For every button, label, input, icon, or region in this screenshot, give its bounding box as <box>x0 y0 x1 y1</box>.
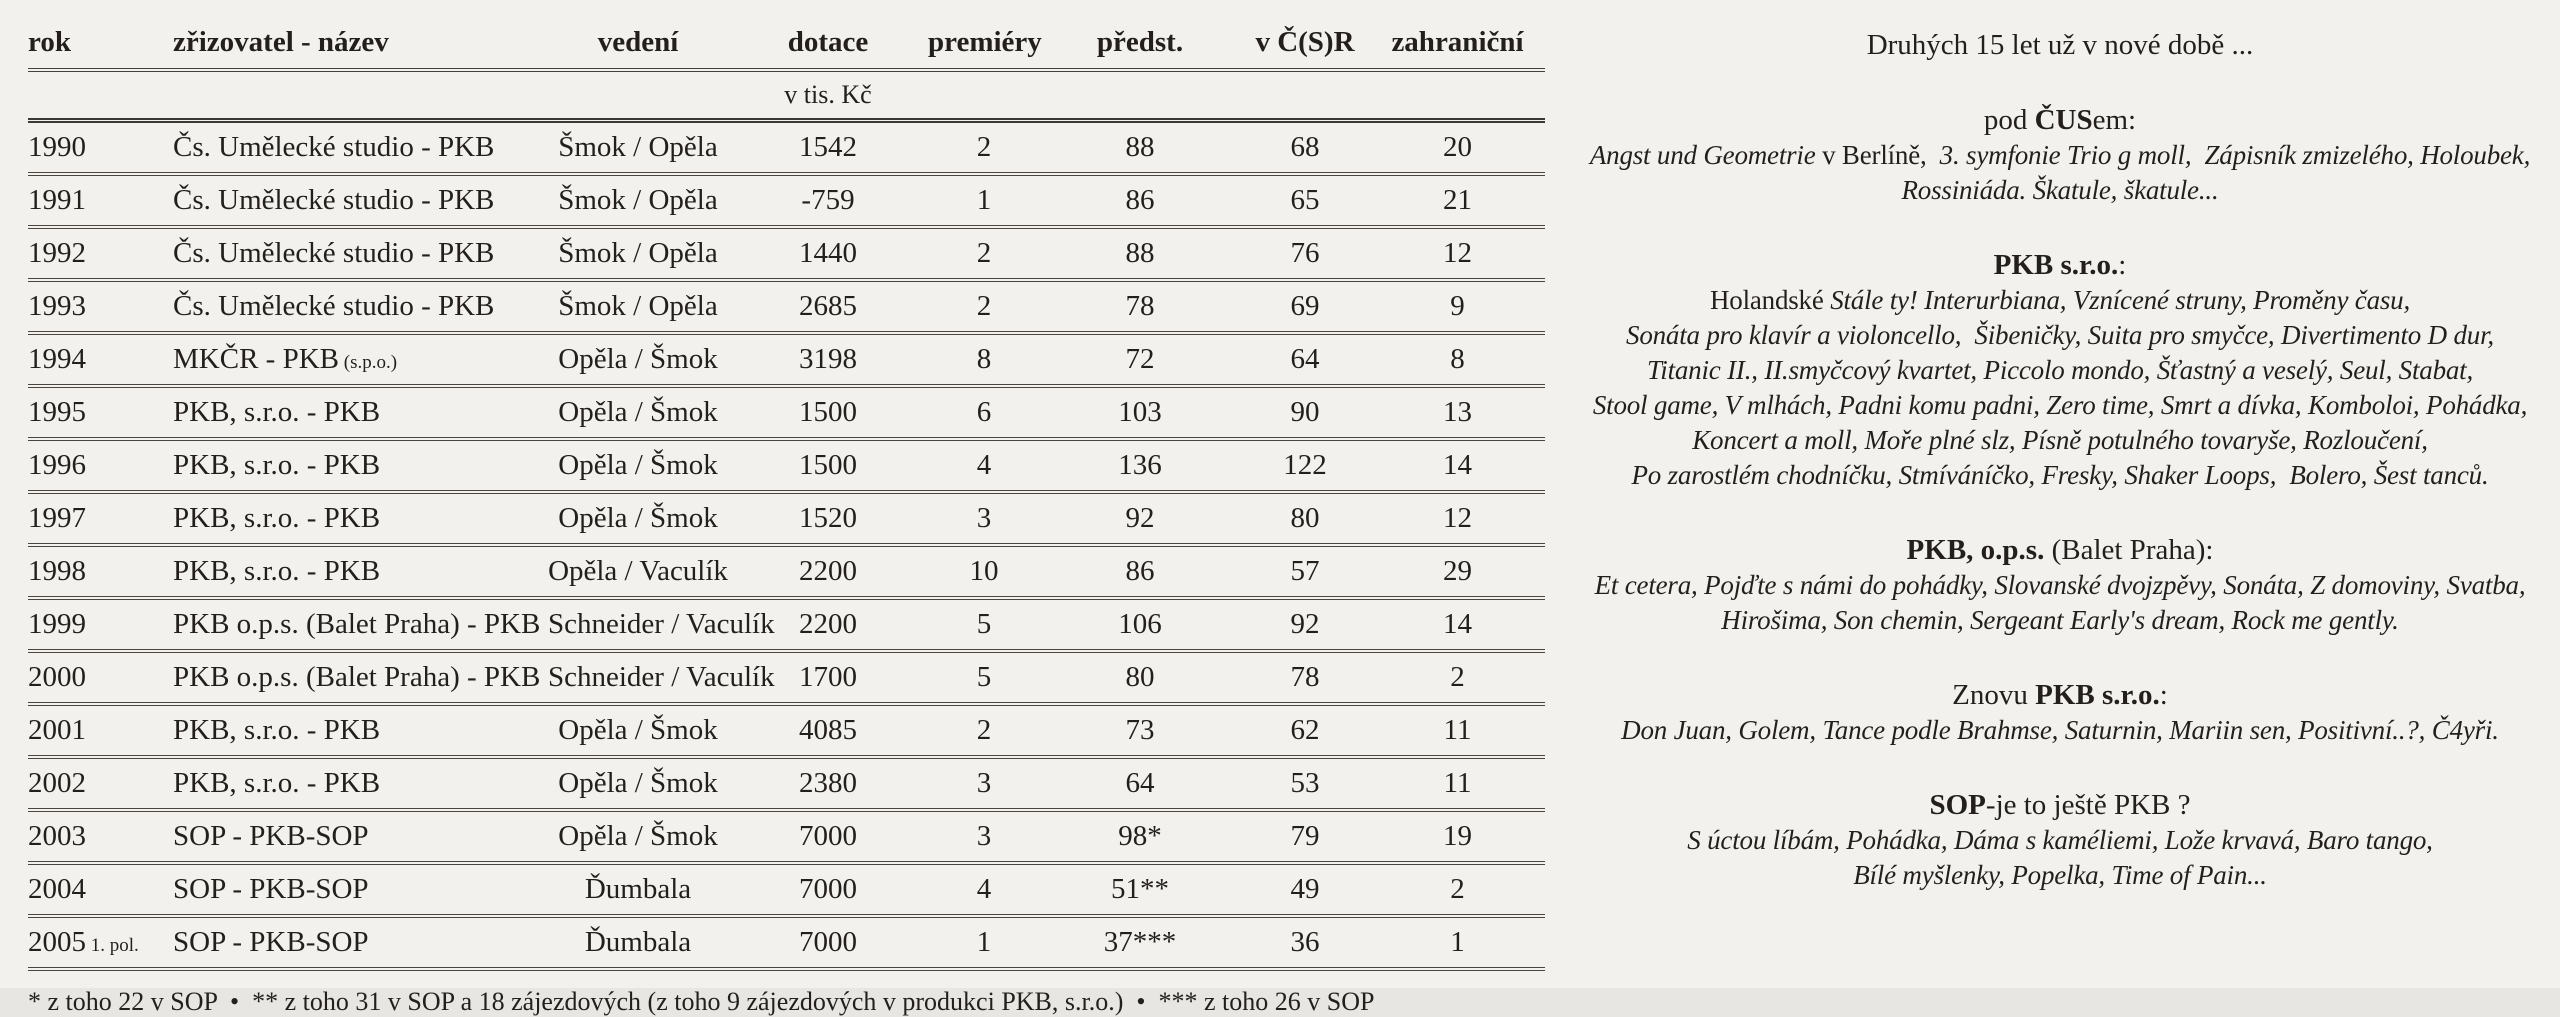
cell-rok <box>28 280 173 333</box>
cell-premiery: 3 <box>928 492 1040 545</box>
repertoire-line <box>1574 568 2546 603</box>
cell-zahranicni: 9 <box>1370 280 1545 333</box>
cell-rok <box>28 545 173 598</box>
cell-vedeni: Šmok / Opěla <box>548 227 728 280</box>
cell-rok <box>28 227 173 280</box>
cell-rok <box>28 333 173 386</box>
table-row <box>28 439 1545 492</box>
cell-predst: 136 <box>1040 439 1240 492</box>
zrizovatel-value: MKČR - PKB <box>173 343 339 375</box>
text-segment: PKB s.r.o. <box>2035 679 2160 711</box>
cell-vedeni: Šmok / Opěla <box>548 174 728 227</box>
text-segment: Sonáta pro klavír a violoncello, Šibeničky, Suita pro smyčce, Divertimento D dur, <box>1626 320 2494 350</box>
text-segment: em: <box>2092 104 2137 136</box>
zrizovatel-value: PKB, s.r.o. - PKB <box>173 714 381 746</box>
table-row <box>28 386 1545 439</box>
cell-premiery: 4 <box>928 863 1040 916</box>
cell-predst: 73 <box>1040 704 1240 757</box>
text-segment: S úctou líbám, Pohádka, Dáma s kaméliemi, Lože krvavá, Baro tango, <box>1687 825 2433 855</box>
repertoire-group <box>1574 103 2546 208</box>
cell-dotace: 1520 <box>728 492 928 545</box>
cell-premiery: 5 <box>928 651 1040 704</box>
text-segment: v Berlíně, <box>1815 140 1940 170</box>
text-segment: : <box>2159 679 2168 711</box>
cell-v-csr: 36 <box>1240 916 1370 969</box>
column-header-v-csr: v Č(S)R <box>1240 16 1370 70</box>
cell-zahranicni: 21 <box>1370 174 1545 227</box>
cell-premiery: 3 <box>928 757 1040 810</box>
cell-v-csr: 79 <box>1240 810 1370 863</box>
repertoire-line <box>1574 283 2546 318</box>
cell-zrizovatel-nazev <box>173 704 548 757</box>
cell-vedeni: Schneider / Vaculík <box>548 598 728 651</box>
year-value: 1993 <box>28 290 86 322</box>
repertoire-group <box>1574 788 2546 893</box>
table-row <box>28 757 1545 810</box>
cell-predst: 98* <box>1040 810 1240 863</box>
cell-v-csr: 53 <box>1240 757 1370 810</box>
cell-dotace: 2685 <box>728 280 928 333</box>
text-segment: Stool game, V mlhách, Padni komu padni, Zero time, Smrt a dívka, Komboloi, Pohádka, <box>1592 390 2528 420</box>
cell-premiery: 6 <box>928 386 1040 439</box>
year-value: 2005 <box>28 926 86 958</box>
cell-zahranicni: 12 <box>1370 492 1545 545</box>
page-title: Druhých 15 let už v nové době ... <box>1866 29 2254 61</box>
cell-zrizovatel-nazev <box>173 386 548 439</box>
repertoire-line <box>1574 603 2546 638</box>
cell-zahranicni: 11 <box>1370 704 1545 757</box>
cell-v-csr: 90 <box>1240 386 1370 439</box>
table-subheader-row <box>28 70 1545 121</box>
repertoire-line <box>1574 388 2546 423</box>
cell-zrizovatel-nazev <box>173 227 548 280</box>
repertoire-group-heading <box>1574 678 2546 713</box>
repertoire-section <box>1560 0 2560 988</box>
cell-zrizovatel-nazev <box>173 545 548 598</box>
cell-dotace: 3198 <box>728 333 928 386</box>
year-value: 1992 <box>28 237 86 269</box>
repertoire-group-heading <box>1574 788 2546 823</box>
cell-rok <box>28 704 173 757</box>
cell-vedeni: Opěla / Šmok <box>548 492 728 545</box>
table-row <box>28 863 1545 916</box>
repertoire-line <box>1574 713 2546 748</box>
cell-rok <box>28 810 173 863</box>
cell-v-csr: 92 <box>1240 598 1370 651</box>
cell-vedeni: Opěla / Šmok <box>548 810 728 863</box>
cell-v-csr: 64 <box>1240 333 1370 386</box>
cell-rok <box>28 863 173 916</box>
text-segment: ČUS <box>2034 104 2093 136</box>
cell-zrizovatel-nazev <box>173 121 548 175</box>
cell-vedeni: Schneider / Vaculík <box>548 651 728 704</box>
year-value: 1994 <box>28 343 86 375</box>
subheader-spacer <box>928 70 1545 121</box>
zrizovatel-value: PKB, s.r.o. - PKB <box>173 502 381 534</box>
text-segment: Rossiniáda. Škatule, škatule... <box>1901 175 2219 205</box>
zrizovatel-value: Čs. Umělecké studio - PKB <box>173 290 495 322</box>
table-row <box>28 280 1545 333</box>
cell-v-csr: 80 <box>1240 492 1370 545</box>
cell-v-csr: 49 <box>1240 863 1370 916</box>
cell-rok <box>28 916 173 969</box>
zrizovatel-value: PKB, s.r.o. - PKB <box>173 449 381 481</box>
cell-premiery: 1 <box>928 174 1040 227</box>
subheader-spacer <box>28 70 728 121</box>
cell-dotace: 1542 <box>728 121 928 175</box>
cell-premiery: 2 <box>928 280 1040 333</box>
text-segment: Titanic II., II.smyčcový kvartet, Piccolo mondo, Šťastný a veselý, Seul, Stabat, <box>1646 355 2474 385</box>
cell-v-csr: 62 <box>1240 704 1370 757</box>
cell-predst: 86 <box>1040 174 1240 227</box>
repertoire-line <box>1574 858 2546 893</box>
text-segment: (Balet Praha): <box>2044 534 2214 566</box>
text-segment: Et cetera, Pojďte s námi do pohádky, Slovanské dvojzpěvy, Sonáta, Z domoviny, Svatba, <box>1594 570 2526 600</box>
zrizovatel-value: PKB, s.r.o. - PKB <box>173 767 381 799</box>
cell-dotace: 2200 <box>728 545 928 598</box>
cell-premiery: 1 <box>928 916 1040 969</box>
cell-v-csr: 57 <box>1240 545 1370 598</box>
year-value: 1995 <box>28 396 86 428</box>
cell-predst: 80 <box>1040 651 1240 704</box>
cell-v-csr: 69 <box>1240 280 1370 333</box>
repertoire-group-heading <box>1574 533 2546 568</box>
zrizovatel-value: SOP - PKB-SOP <box>173 820 369 852</box>
year-value: 1996 <box>28 449 86 481</box>
cell-predst: 88 <box>1040 121 1240 175</box>
cell-premiery: 8 <box>928 333 1040 386</box>
zrizovatel-suffix: (s.p.o.) <box>339 352 398 373</box>
statistics-table <box>28 16 1545 971</box>
cell-predst: 37*** <box>1040 916 1240 969</box>
cell-predst: 72 <box>1040 333 1240 386</box>
cell-zrizovatel-nazev <box>173 916 548 969</box>
cell-dotace: 2380 <box>728 757 928 810</box>
cell-rok <box>28 439 173 492</box>
repertoire-group <box>1574 533 2546 638</box>
repertoire-group <box>1574 678 2546 748</box>
table-row <box>28 545 1545 598</box>
cell-dotace: 1500 <box>728 439 928 492</box>
repertoire-line <box>1574 423 2546 458</box>
cell-premiery: 3 <box>928 810 1040 863</box>
zrizovatel-value: Čs. Umělecké studio - PKB <box>173 131 495 163</box>
year-value: 2004 <box>28 873 86 905</box>
cell-premiery: 5 <box>928 598 1040 651</box>
text-segment: PKB, o.p.s. <box>1906 534 2045 566</box>
cell-zrizovatel-nazev <box>173 651 548 704</box>
cell-v-csr: 76 <box>1240 227 1370 280</box>
table-row <box>28 333 1545 386</box>
cell-vedeni: Ďumbala <box>548 916 728 969</box>
cell-vedeni: Opěla / Šmok <box>548 333 728 386</box>
cell-rok <box>28 492 173 545</box>
cell-rok <box>28 598 173 651</box>
cell-zrizovatel-nazev <box>173 810 548 863</box>
table-row <box>28 174 1545 227</box>
cell-zrizovatel-nazev <box>173 174 548 227</box>
cell-predst: 86 <box>1040 545 1240 598</box>
cell-v-csr: 122 <box>1240 439 1370 492</box>
cell-zrizovatel-nazev <box>173 757 548 810</box>
cell-dotace: 1500 <box>728 386 928 439</box>
repertoire-line <box>1574 823 2546 858</box>
text-segment: Po zarostlém chodníčku, Stmíváníčko, Fresky, Shaker Loops, Bolero, Šest tanců. <box>1631 460 2489 490</box>
cell-zahranicni: 29 <box>1370 545 1545 598</box>
text-segment: : <box>2118 249 2127 281</box>
cell-v-csr: 65 <box>1240 174 1370 227</box>
statistics-table-body <box>28 121 1545 970</box>
cell-predst: 106 <box>1040 598 1240 651</box>
column-header-vedeni: vedení <box>548 16 728 70</box>
text-segment: pod <box>1983 104 2035 136</box>
cell-zahranicni: 13 <box>1370 386 1545 439</box>
text-segment: Don Juan, Golem, Tance podle Brahmse, Saturnin, Mariin sen, Positivní..?, Č4yři. <box>1621 715 2499 745</box>
cell-dotace: 7000 <box>728 810 928 863</box>
table-row <box>28 121 1545 175</box>
cell-zrizovatel-nazev <box>173 492 548 545</box>
cell-dotace: 4085 <box>728 704 928 757</box>
cell-rok <box>28 174 173 227</box>
year-value: 1990 <box>28 131 86 163</box>
repertoire-line <box>1574 173 2546 208</box>
year-value: 2003 <box>28 820 86 852</box>
cell-rok <box>28 121 173 175</box>
cell-predst: 92 <box>1040 492 1240 545</box>
cell-zahranicni: 12 <box>1370 227 1545 280</box>
zrizovatel-value: PKB o.p.s. (Balet Praha) - PKB <box>173 661 541 693</box>
column-header-rok: rok <box>28 16 173 70</box>
subheader-unit-label: v tis. Kč <box>728 70 928 121</box>
table-header-row <box>28 16 1545 70</box>
cell-zahranicni: 8 <box>1370 333 1545 386</box>
cell-dotace: 1440 <box>728 227 928 280</box>
text-segment: PKB s.r.o. <box>1993 249 2119 281</box>
text-segment: Hirošima, Son chemin, Sergeant Early's dream, Rock me gently. <box>1721 605 2399 635</box>
text-segment: SOP <box>1929 789 1986 821</box>
cell-predst: 78 <box>1040 280 1240 333</box>
table-row <box>28 810 1545 863</box>
cell-premiery: 2 <box>928 227 1040 280</box>
column-header-zahranicni: zahraniční <box>1370 16 1545 70</box>
year-value: 2000 <box>28 661 86 693</box>
cell-vedeni: Ďumbala <box>548 863 728 916</box>
repertoire-line <box>1574 318 2546 353</box>
cell-zrizovatel-nazev <box>173 439 548 492</box>
cell-v-csr: 68 <box>1240 121 1370 175</box>
cell-zahranicni: 19 <box>1370 810 1545 863</box>
table-row <box>28 704 1545 757</box>
zrizovatel-value: Čs. Umělecké studio - PKB <box>173 237 495 269</box>
zrizovatel-value: SOP - PKB-SOP <box>173 873 369 905</box>
cell-dotace: 7000 <box>728 863 928 916</box>
repertoire-group-heading <box>1574 103 2546 138</box>
cell-vedeni: Šmok / Opěla <box>548 280 728 333</box>
cell-predst: 88 <box>1040 227 1240 280</box>
repertoire-sections <box>1574 103 2546 893</box>
table-footnote: * z toho 22 v SOP • ** z toho 31 v SOP a 18 zájezdových (z toho 9 zájezdových v produkci PKB, s.r.o.) • *** z toho 26 v SOP <box>28 987 1375 1016</box>
cell-rok <box>28 386 173 439</box>
zrizovatel-value: PKB, s.r.o. - PKB <box>173 396 381 428</box>
year-value: 1999 <box>28 608 86 640</box>
year-value: 1998 <box>28 555 86 587</box>
cell-dotace: 7000 <box>728 916 928 969</box>
cell-zrizovatel-nazev <box>173 333 548 386</box>
cell-predst: 51** <box>1040 863 1240 916</box>
repertoire-line <box>1574 458 2546 493</box>
cell-vedeni: Opěla / Šmok <box>548 386 728 439</box>
cell-rok <box>28 757 173 810</box>
table-row <box>28 651 1545 704</box>
cell-zrizovatel-nazev <box>173 280 548 333</box>
zrizovatel-value: PKB o.p.s. (Balet Praha) - PKB <box>173 608 541 640</box>
table-row <box>28 598 1545 651</box>
cell-zahranicni: 14 <box>1370 598 1545 651</box>
cell-predst: 64 <box>1040 757 1240 810</box>
year-value: 2002 <box>28 767 86 799</box>
cell-zahranicni: 20 <box>1370 121 1545 175</box>
column-header-dotace: dotace <box>728 16 928 70</box>
repertoire-group-heading <box>1574 248 2546 283</box>
cell-vedeni: Šmok / Opěla <box>548 121 728 175</box>
column-header-predst: předst. <box>1040 16 1240 70</box>
cell-zahranicni: 2 <box>1370 863 1545 916</box>
cell-dotace: 1700 <box>728 651 928 704</box>
cell-premiery: 4 <box>928 439 1040 492</box>
cell-premiery: 2 <box>928 704 1040 757</box>
table-row <box>28 227 1545 280</box>
zrizovatel-value: SOP - PKB-SOP <box>173 926 369 958</box>
text-segment: -je to ještě PKB ? <box>1985 789 2191 821</box>
table-row <box>28 492 1545 545</box>
cell-rok <box>28 651 173 704</box>
cell-premiery: 2 <box>928 121 1040 175</box>
cell-zahranicni: 14 <box>1370 439 1545 492</box>
cell-zahranicni: 1 <box>1370 916 1545 969</box>
text-segment: 3. symfonie Trio g moll, Zápisník zmizelého, Holoubek, <box>1939 140 2531 170</box>
year-value: 1991 <box>28 184 86 216</box>
repertoire-line <box>1574 138 2546 173</box>
cell-zahranicni: 11 <box>1370 757 1545 810</box>
text-segment: Holandské <box>1709 285 1831 315</box>
zrizovatel-value: Čs. Umělecké studio - PKB <box>173 184 495 216</box>
column-header-zrizovatel-nazev: zřizovatel - název <box>173 16 548 70</box>
cell-dotace: -759 <box>728 174 928 227</box>
repertoire-line <box>1574 353 2546 388</box>
cell-predst: 103 <box>1040 386 1240 439</box>
text-segment: Koncert a moll, Moře plné slz, Písně potulného tovaryše, Rozloučení, <box>1692 425 2428 455</box>
text-segment: Znovu <box>1952 679 2036 711</box>
text-segment: Angst und Geometrie <box>1589 140 1816 170</box>
zrizovatel-value: PKB, s.r.o. - PKB <box>173 555 381 587</box>
cell-vedeni: Opěla / Šmok <box>548 439 728 492</box>
cell-vedeni: Opěla / Šmok <box>548 704 728 757</box>
cell-v-csr: 78 <box>1240 651 1370 704</box>
repertoire-group <box>1574 248 2546 493</box>
year-suffix: 1. pol. <box>86 935 139 956</box>
text-segment: Bílé myšlenky, Popelka, Time of Pain... <box>1853 860 2267 890</box>
column-header-premiery: premiéry <box>928 16 1040 70</box>
cell-vedeni: Opěla / Šmok <box>548 757 728 810</box>
text-segment: Stále ty! Interurbiana, Vznícené struny, Proměny času, <box>1830 285 2411 315</box>
year-value: 2001 <box>28 714 86 746</box>
table-row <box>28 916 1545 969</box>
cell-zahranicni: 2 <box>1370 651 1545 704</box>
cell-premiery: 10 <box>928 545 1040 598</box>
cell-dotace: 2200 <box>728 598 928 651</box>
year-value: 1997 <box>28 502 86 534</box>
cell-zrizovatel-nazev <box>173 598 548 651</box>
cell-vedeni: Opěla / Vaculík <box>548 545 728 598</box>
cell-zrizovatel-nazev <box>173 863 548 916</box>
